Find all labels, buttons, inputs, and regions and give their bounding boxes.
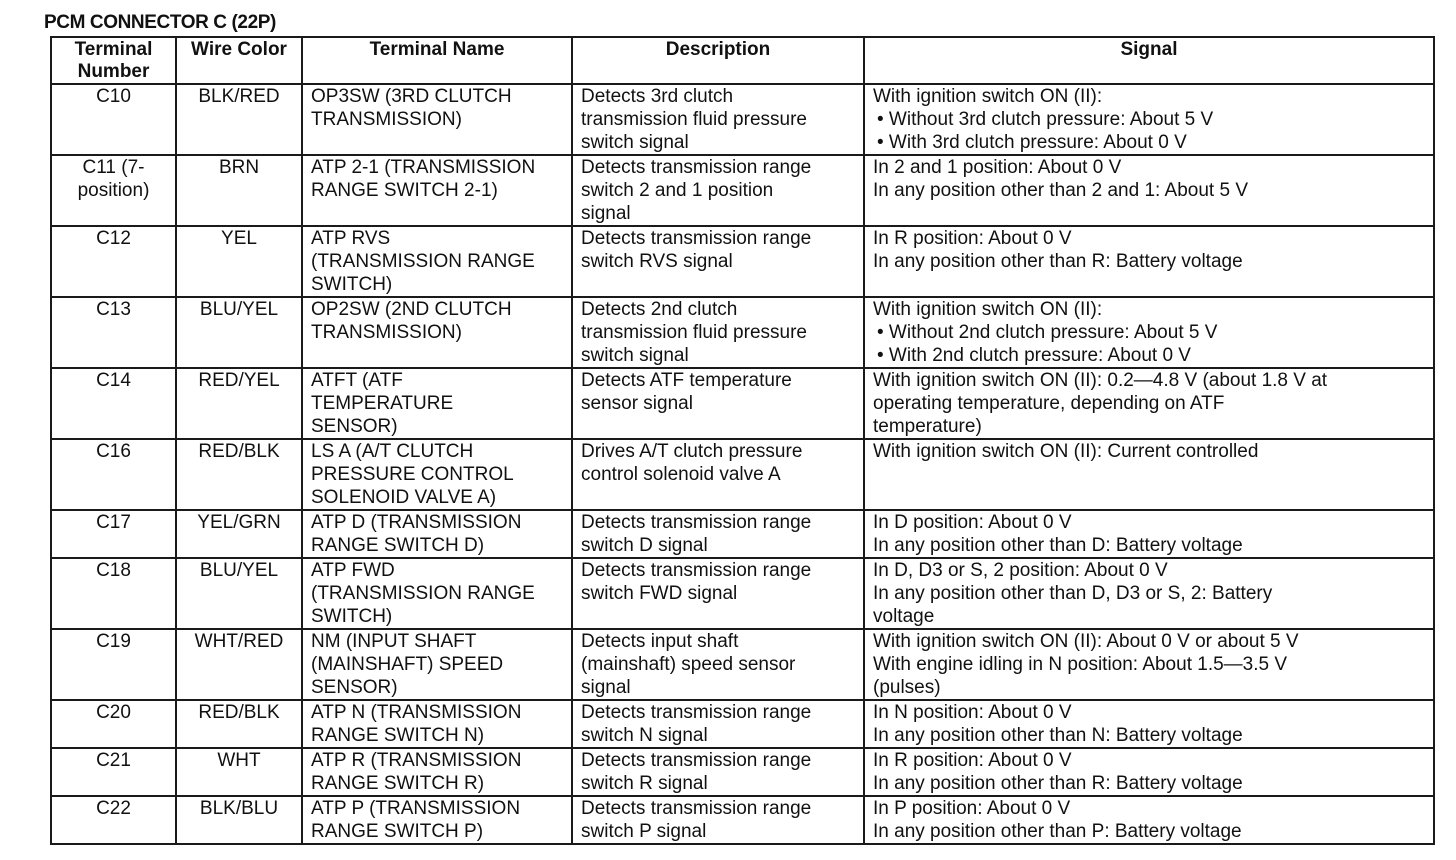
cell-wire-color: YEL (176, 226, 302, 297)
table-row (51, 155, 1434, 226)
cell-terminal-line: C22 (96, 798, 131, 819)
cell-signal-line: In any position other than D, D3 or S, 2: Battery (873, 583, 1273, 604)
cell-terminal-name-line: SOLENOID VALVE A) (311, 487, 497, 508)
header-description: Description (572, 37, 864, 84)
cell-terminal-line: C21 (96, 750, 131, 771)
cell-terminal-name-line: ATP D (TRANSMISSION (311, 512, 522, 533)
cell-signal-line: With ignition switch ON (II): 0.2—4.8 V (about 1.8 V at (873, 370, 1328, 391)
cell-terminal-line: C10 (96, 86, 131, 107)
cell-terminal (51, 297, 176, 368)
cell-description (572, 629, 864, 700)
cell-signal-line: In any position other than R: Battery voltage (873, 773, 1243, 794)
header-wire-color: Wire Color (176, 37, 302, 84)
pcm-connector-table (50, 36, 1435, 845)
cell-terminal-name-line: (TRANSMISSION RANGE (311, 251, 535, 272)
cell-description-line: switch N signal (581, 725, 708, 746)
cell-description (572, 700, 864, 748)
cell-description-line: transmission fluid pressure (581, 322, 807, 343)
cell-signal-line: In any position other than P: Battery voltage (873, 821, 1242, 842)
cell-terminal-name-line: ATP RVS (311, 228, 391, 249)
table-row (51, 748, 1434, 796)
cell-signal-line: With engine idling in N position: About 1.5—3.5 V (873, 654, 1288, 675)
cell-signal (864, 629, 1434, 700)
cell-description (572, 510, 864, 558)
cell-description-line: switch 2 and 1 position (581, 180, 774, 201)
cell-terminal-name (302, 439, 572, 510)
cell-terminal-name-line: NM (INPUT SHAFT (311, 631, 477, 652)
cell-description (572, 439, 864, 510)
cell-signal-line: In R position: About 0 V (873, 228, 1072, 249)
cell-terminal-line: C11 (7- (82, 157, 145, 178)
cell-signal (864, 155, 1434, 226)
cell-description (572, 84, 864, 155)
header-terminal-name: Terminal Name (302, 37, 572, 84)
cell-description-line: switch signal (581, 345, 689, 366)
cell-terminal-name-line: RANGE SWITCH N) (311, 725, 485, 746)
cell-wire-color: BLK/RED (176, 84, 302, 155)
header-signal: Signal (864, 37, 1434, 84)
cell-terminal-name (302, 84, 572, 155)
cell-signal-line: With ignition switch ON (II): (873, 299, 1103, 320)
cell-signal (864, 748, 1434, 796)
cell-wire-color: WHT/RED (176, 629, 302, 700)
cell-terminal-line: position) (77, 180, 150, 201)
cell-terminal-name (302, 510, 572, 558)
cell-terminal-name (302, 558, 572, 629)
cell-description-line: Detects 3rd clutch (581, 86, 734, 107)
cell-terminal-name-line: PRESSURE CONTROL (311, 464, 514, 485)
cell-terminal-line: C19 (96, 631, 131, 652)
cell-signal (864, 700, 1434, 748)
table-row (51, 297, 1434, 368)
cell-terminal-name-line: ATP 2-1 (TRANSMISSION (311, 157, 536, 178)
cell-terminal (51, 368, 176, 439)
cell-description (572, 558, 864, 629)
cell-signal-line: temperature) (873, 416, 982, 437)
table-row (51, 796, 1434, 844)
cell-description-line: switch RVS signal (581, 251, 733, 272)
cell-wire-color: RED/BLK (176, 439, 302, 510)
cell-terminal-name-line: (TRANSMISSION RANGE (311, 583, 535, 604)
cell-terminal (51, 155, 176, 226)
cell-terminal-name-line: SENSOR) (311, 416, 398, 437)
cell-signal-line: In any position other than R: Battery voltage (873, 251, 1243, 272)
cell-description-line: Detects ATF temperature (581, 370, 792, 391)
cell-signal (864, 84, 1434, 155)
cell-terminal-name-line: ATP N (TRANSMISSION (311, 702, 522, 723)
cell-description-line: (mainshaft) speed sensor (581, 654, 796, 675)
cell-description (572, 796, 864, 844)
cell-description-line: Drives A/T clutch pressure (581, 441, 803, 462)
cell-terminal-name-line: SWITCH) (311, 274, 393, 295)
table-row (51, 368, 1434, 439)
cell-signal-line: With ignition switch ON (II): (873, 86, 1103, 107)
cell-description-line: transmission fluid pressure (581, 109, 807, 130)
cell-terminal-line: C13 (96, 299, 131, 320)
cell-terminal-name (302, 748, 572, 796)
cell-terminal-name-line: LS A (A/T CLUTCH (311, 441, 474, 462)
cell-signal-line: In P position: About 0 V (873, 798, 1071, 819)
cell-terminal-name (302, 629, 572, 700)
cell-description-line: Detects 2nd clutch (581, 299, 738, 320)
cell-description-line: Detects transmission range (581, 798, 812, 819)
header-terminal-number (51, 37, 176, 84)
cell-terminal-name (302, 226, 572, 297)
table-row (51, 439, 1434, 510)
cell-signal (864, 510, 1434, 558)
cell-description (572, 368, 864, 439)
cell-terminal-name-line: ATP P (TRANSMISSION (311, 798, 521, 819)
cell-signal-line: • Without 3rd clutch pressure: About 5 V (877, 109, 1214, 130)
cell-signal (864, 368, 1434, 439)
cell-terminal-name (302, 297, 572, 368)
cell-wire-color: BLK/BLU (176, 796, 302, 844)
cell-description-line: Detects transmission range (581, 228, 812, 249)
cell-terminal (51, 558, 176, 629)
cell-terminal-name (302, 368, 572, 439)
cell-description (572, 297, 864, 368)
cell-description-line: sensor signal (581, 393, 693, 414)
cell-terminal-name-line: TRANSMISSION) (311, 109, 462, 130)
cell-signal-line: In any position other than 2 and 1: About 5 V (873, 180, 1248, 201)
cell-signal-line: With ignition switch ON (II): Current controlled (873, 441, 1259, 462)
cell-signal-line: • Without 2nd clutch pressure: About 5 V (877, 322, 1218, 343)
cell-terminal-name (302, 796, 572, 844)
header-terminal-number-line: Number (77, 61, 150, 82)
cell-terminal-name-line: RANGE SWITCH D) (311, 535, 485, 556)
cell-signal (864, 796, 1434, 844)
table-row (51, 510, 1434, 558)
cell-terminal-name-line: ATFT (ATF (311, 370, 403, 391)
cell-signal (864, 297, 1434, 368)
cell-wire-color: YEL/GRN (176, 510, 302, 558)
cell-wire-color: RED/YEL (176, 368, 302, 439)
cell-description-line: Detects transmission range (581, 560, 812, 581)
cell-wire-color: WHT (176, 748, 302, 796)
cell-terminal (51, 700, 176, 748)
cell-terminal-name-line: RANGE SWITCH P) (311, 821, 484, 842)
cell-terminal-name-line: TEMPERATURE (311, 393, 454, 414)
cell-terminal-name-line: ATP FWD (311, 560, 395, 581)
cell-terminal (51, 796, 176, 844)
cell-terminal-name-line: RANGE SWITCH R) (311, 773, 485, 794)
cell-terminal-name-line: SENSOR) (311, 677, 398, 698)
cell-terminal (51, 748, 176, 796)
cell-signal-line: In N position: About 0 V (873, 702, 1072, 723)
cell-terminal-line: C12 (96, 228, 131, 249)
table-row (51, 226, 1434, 297)
cell-terminal-line: C14 (96, 370, 131, 391)
cell-terminal-line: C17 (96, 512, 131, 533)
cell-wire-color: RED/BLK (176, 700, 302, 748)
cell-description-line: switch signal (581, 132, 689, 153)
cell-description (572, 226, 864, 297)
cell-wire-color: BLU/YEL (176, 558, 302, 629)
table-row (51, 700, 1434, 748)
cell-terminal (51, 226, 176, 297)
cell-signal (864, 226, 1434, 297)
cell-signal-line: In any position other than D: Battery voltage (873, 535, 1243, 556)
cell-terminal-name (302, 700, 572, 748)
cell-signal-line: In R position: About 0 V (873, 750, 1072, 771)
cell-terminal (51, 510, 176, 558)
cell-terminal-line: C16 (96, 441, 131, 462)
cell-description-line: signal (581, 203, 631, 224)
cell-terminal-line: C18 (96, 560, 131, 581)
cell-terminal-name (302, 155, 572, 226)
cell-signal (864, 439, 1434, 510)
table-row (51, 629, 1434, 700)
cell-description-line: control solenoid valve A (581, 464, 781, 485)
header-row (51, 37, 1434, 84)
cell-terminal (51, 439, 176, 510)
cell-signal-line: In 2 and 1 position: About 0 V (873, 157, 1122, 178)
cell-description-line: switch D signal (581, 535, 708, 556)
cell-terminal (51, 629, 176, 700)
cell-terminal-name-line: OP3SW (3RD CLUTCH (311, 86, 512, 107)
cell-signal (864, 558, 1434, 629)
cell-signal-line: In D position: About 0 V (873, 512, 1072, 533)
table-row (51, 84, 1434, 155)
cell-wire-color: BRN (176, 155, 302, 226)
cell-signal-line: In any position other than N: Battery voltage (873, 725, 1243, 746)
cell-description-line: Detects transmission range (581, 702, 812, 723)
cell-description-line: switch P signal (581, 821, 707, 842)
cell-description-line: Detects transmission range (581, 512, 812, 533)
cell-signal-line: With ignition switch ON (II): About 0 V or about 5 V (873, 631, 1299, 652)
cell-signal-line: operating temperature, depending on ATF (873, 393, 1225, 414)
cell-signal-line: voltage (873, 606, 935, 627)
cell-description-line: Detects transmission range (581, 750, 812, 771)
cell-terminal-name-line: RANGE SWITCH 2-1) (311, 180, 498, 201)
cell-description (572, 155, 864, 226)
cell-terminal-line: C20 (96, 702, 131, 723)
cell-description-line: Detects input shaft (581, 631, 739, 652)
cell-signal-line: In D, D3 or S, 2 position: About 0 V (873, 560, 1168, 581)
cell-terminal-name-line: (MAINSHAFT) SPEED (311, 654, 504, 675)
cell-wire-color: BLU/YEL (176, 297, 302, 368)
cell-signal-line: • With 3rd clutch pressure: About 0 V (877, 132, 1187, 153)
header-terminal-number-line: Terminal (74, 39, 153, 60)
cell-description-line: signal (581, 677, 631, 698)
cell-terminal-name-line: TRANSMISSION) (311, 322, 462, 343)
cell-terminal-name-line: OP2SW (2ND CLUTCH (311, 299, 512, 320)
page-title: PCM CONNECTOR C (22P) (44, 12, 276, 33)
cell-description-line: switch R signal (581, 773, 708, 794)
cell-terminal-name-line: SWITCH) (311, 606, 393, 627)
cell-terminal (51, 84, 176, 155)
cell-signal-line: • With 2nd clutch pressure: About 0 V (877, 345, 1191, 366)
cell-description-line: switch FWD signal (581, 583, 738, 604)
cell-terminal-name-line: ATP R (TRANSMISSION (311, 750, 522, 771)
cell-description-line: Detects transmission range (581, 157, 812, 178)
table-row (51, 558, 1434, 629)
cell-signal-line: (pulses) (873, 677, 941, 698)
cell-description (572, 748, 864, 796)
